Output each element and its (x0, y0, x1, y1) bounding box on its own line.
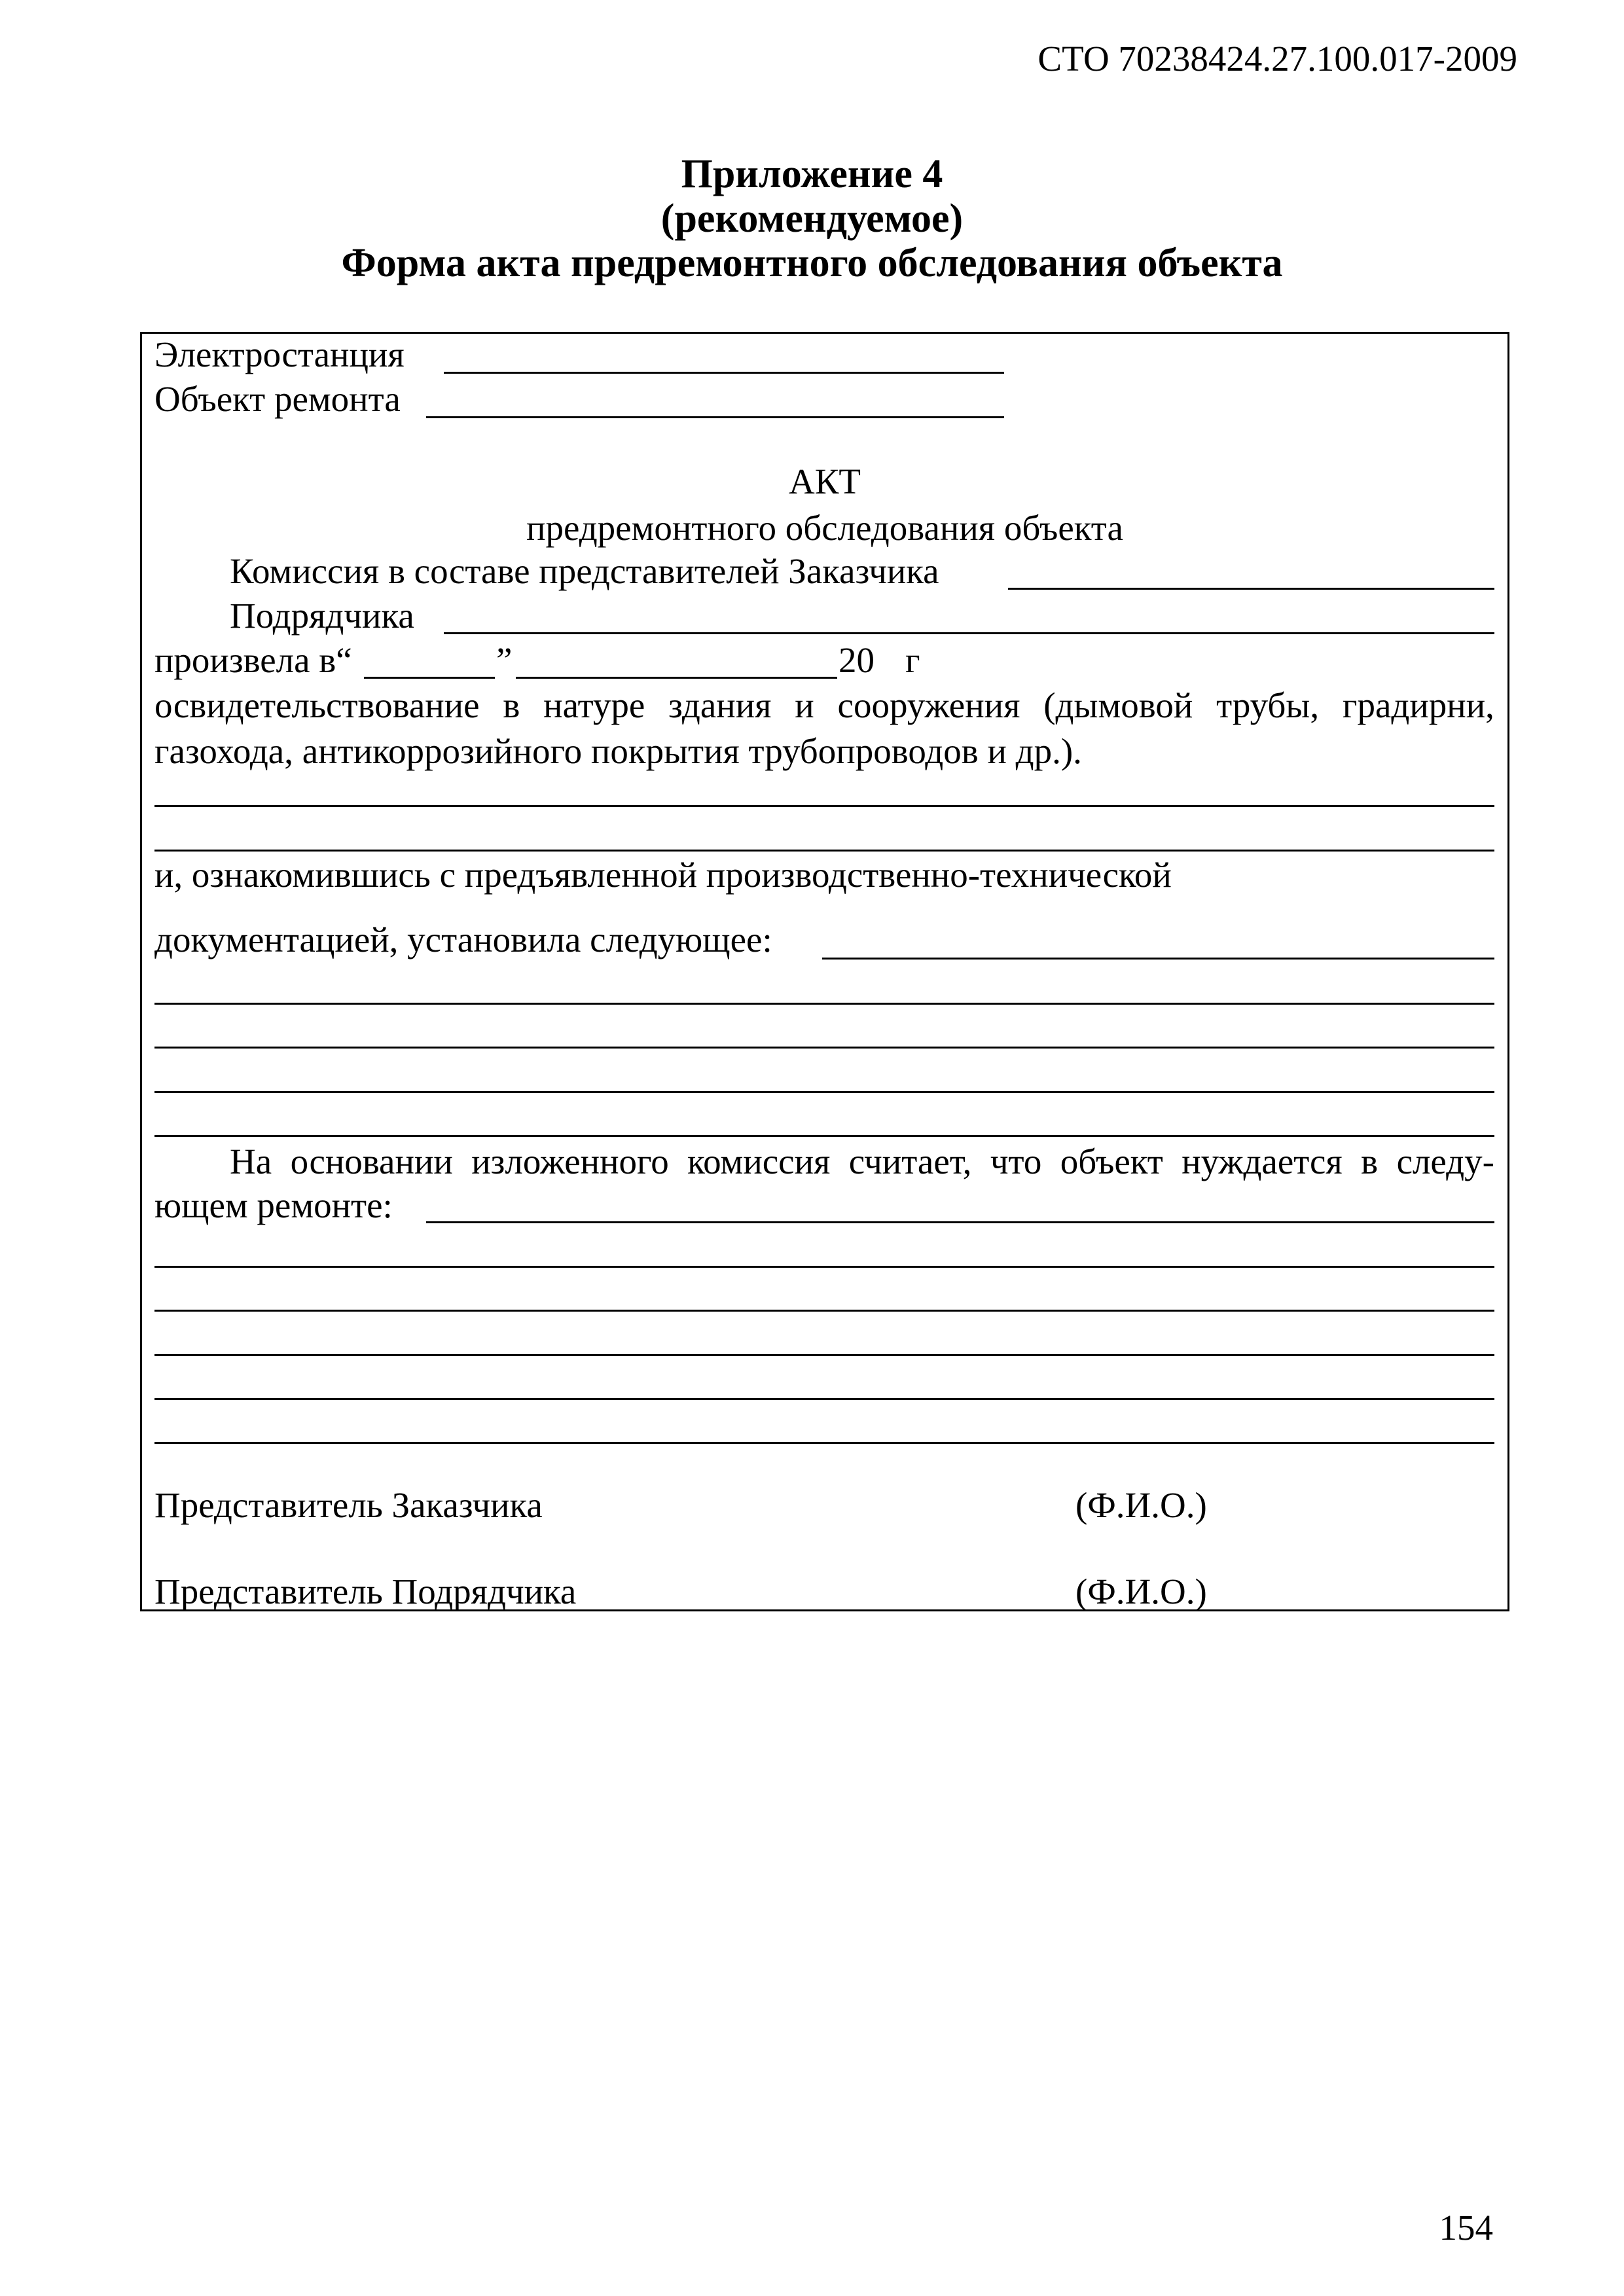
date-year-suffix: г (905, 640, 920, 680)
power-station-label: Электростанция (154, 334, 405, 374)
date-month-field[interactable] (516, 677, 837, 679)
inspection-blank-line[interactable] (154, 805, 1494, 807)
repair-blank-line[interactable] (154, 1266, 1494, 1268)
form-title: Форма акта предремонтного обследования объекта (341, 241, 1283, 285)
inspection-blank-line[interactable] (154, 850, 1494, 852)
basis-text-line1: На основании изложенного комиссия считает, что объект нуждается в следу- (230, 1141, 1494, 1181)
document-code: СТО 70238424.27.100.017-2009 (1038, 39, 1517, 79)
inspection-text-line1: освидетельствование в натуре здания и сооружения (дымовой трубы, градирни, (154, 685, 1494, 725)
familiarized-text: и, ознакомившись с предъявленной производственно-технической (154, 855, 1172, 895)
repair-blank-line[interactable] (154, 1398, 1494, 1400)
date-closing-quote: ” (496, 640, 513, 680)
repair-blank-line[interactable] (154, 1442, 1494, 1444)
contractor-fio-label: (Ф.И.О.) (1075, 1571, 1207, 1611)
power-station-field[interactable] (444, 372, 1004, 374)
appendix-title: Приложение 4 (681, 152, 943, 196)
findings-blank-line[interactable] (154, 1003, 1494, 1005)
appendix-status: (рекомендуемое) (660, 196, 964, 241)
basis-text-line2: ющем ремонте: (154, 1185, 393, 1225)
repair-needed-field[interactable] (426, 1221, 1494, 1223)
commission-text: Комиссия в составе представителей Заказчика (230, 551, 939, 591)
contractor-representatives-field[interactable] (444, 632, 1494, 634)
contractor-label: Подрядчика (230, 596, 414, 636)
repair-object-label: Объект ремонта (154, 379, 401, 419)
title-block (0, 152, 1624, 285)
date-year-prefix: 20 (839, 640, 875, 680)
findings-field[interactable] (822, 958, 1494, 960)
findings-blank-line[interactable] (154, 1135, 1494, 1137)
act-heading: АКТ (789, 461, 861, 501)
repair-blank-line[interactable] (154, 1310, 1494, 1312)
customer-representatives-field[interactable] (1008, 588, 1494, 590)
customer-representative-label: Представитель Заказчика (154, 1485, 543, 1525)
findings-blank-line[interactable] (154, 1091, 1494, 1093)
contractor-representative-label: Представитель Подрядчика (154, 1571, 577, 1611)
inspection-text-line2: газохода, антикоррозийного покрытия трубопроводов и др.). (154, 731, 1082, 771)
customer-fio-label: (Ф.И.О.) (1075, 1485, 1207, 1525)
repair-blank-line[interactable] (154, 1354, 1494, 1356)
repair-object-field[interactable] (426, 416, 1004, 418)
act-subheading: предремонтного обследования объекта (526, 508, 1123, 548)
page-number: 154 (1439, 2208, 1493, 2248)
date-prefix: произвела в“ (154, 640, 352, 680)
date-day-field[interactable] (364, 677, 495, 679)
findings-blank-line[interactable] (154, 1047, 1494, 1049)
established-text: документацией, установила следующее: (154, 920, 772, 960)
